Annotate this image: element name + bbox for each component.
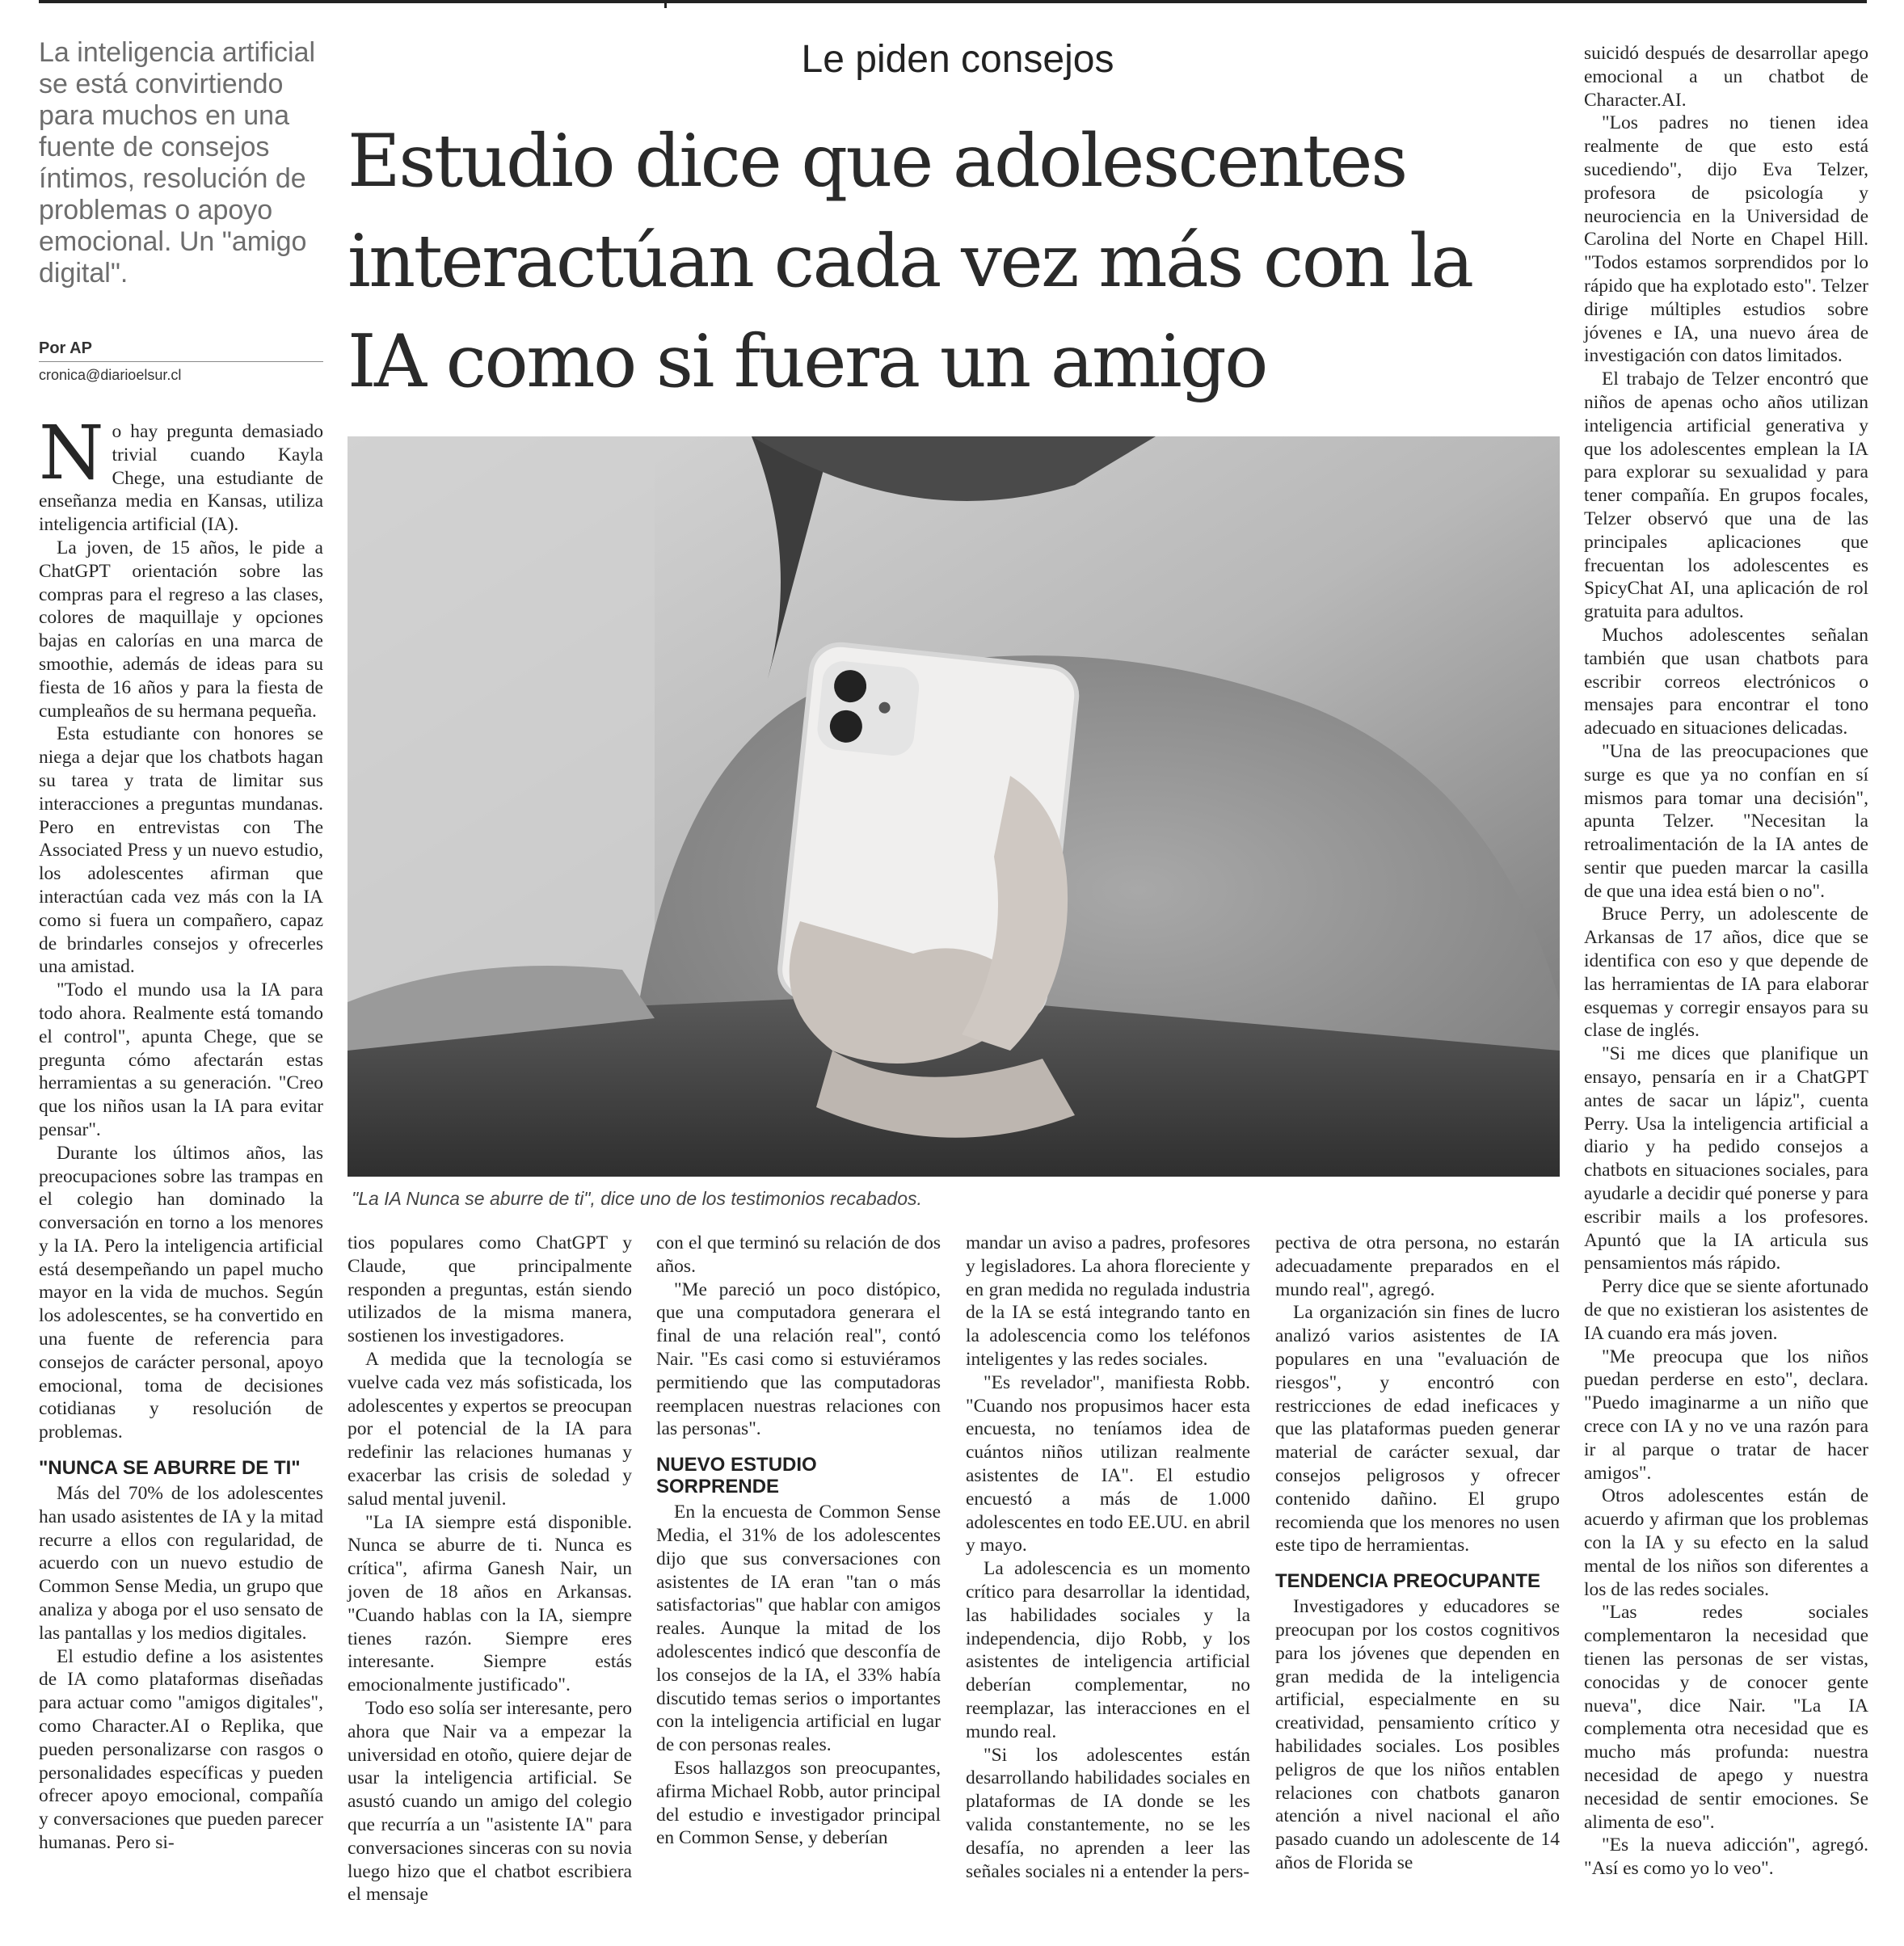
subheading: NUEVO ESTUDIO SORPRENDE bbox=[656, 1454, 817, 1498]
paragraph: La joven, de 15 años, le pide a ChatGPT orientación sobre las compras para el regreso a las clases, colores de maquillaje y opciones bajas en calorías en una marca de smoothie, además de ideas para su fiesta de 16 años y para la fiesta de cumpleaños de su hermana pequeña. bbox=[39, 537, 323, 722]
byline bbox=[39, 339, 323, 384]
paragraph: mandar un aviso a padres, profesores y legisladores. La ahora floreciente y en gran medida no regulada industria de la IA se está integrando tanto en la adolescencia como los teléfonos inteligentes y las redes sociales. bbox=[966, 1232, 1250, 1370]
paragraph: El estudio define a los asistentes de IA como plataformas diseñadas para actuar como "amigos digitales", como Character.AI o Replika, que pueden personalizarse con rasgos o personalidades específicas y pueden ofrecer apoyo emocional, compañía y conversaciones que pueden parecer humanas. Pero si- bbox=[39, 1645, 323, 1854]
paragraph: Todo eso solía ser interesante, pero ahora que Nair va a empezar la universidad en otoño, quiere dejar de usar la inteligencia artificial. Se asustó cuando un amigo del colegio que recurría a un "asistente IA" para conversaciones sinceras con su novia luego hizo que el chatbot escribiera el mensaje bbox=[348, 1697, 632, 1906]
article-column-4 bbox=[966, 1232, 1250, 1883]
paragraph: No hay pregunta demasiado trivial cuando Kayla Chege, una estudiante de enseñanza media en Kansas, utiliza inteligencia artificial (IA). bbox=[39, 410, 323, 536]
drop-cap: N bbox=[39, 410, 104, 496]
paragraph: "Las redes sociales complementaron la necesidad que tienen las personas de ser vistas, conocidas y de conocer gente nueva", dice Nair. "La IA complementa otra necesidad que es mucho más profunda: nuestra necesidad de apego y nuestra necesidad de sentir emociones. Se alimenta de eso". bbox=[1584, 1602, 1868, 1833]
paragraph: Esta estudiante con honores se niega a dejar que los chatbots hagan su tarea y trata de limitar sus interacciones a preguntas mundanas. Pero en entrevistas con The Associated Press y un nuevo estudio, los adolescentes afirman que interactúan cada vez más con la IA como si fuera un compañero, capaz de brindarles consejos y ofrecerles una amistad. bbox=[39, 723, 323, 978]
paragraph: Durante los últimos años, las preocupaciones sobre las trampas en el colegio han dominado la conversación en torno a los menores y la IA. Pero la inteligencia artificial está desempeñando un papel mucho mayor en la vida de muchos. Según los adolescentes, se ha convertido en una fuente de referencia para consejos de carácter personal, apoyo emocional, toma de decisiones cotidianas y resolución de problemas. bbox=[39, 1142, 323, 1443]
paragraph: suicidó después de desarrollar apego emocional a un chatbot de Character.AI. bbox=[1584, 43, 1868, 111]
paragraph: "Si me dices que planifique un ensayo, pensaría en ir a ChatGPT antes de sacar un lápiz", cuenta Perry. Usa la inteligencia artificial a diario y ha pedido consejos a chatbots en situaciones sociales, para ayudarle a decidir qué ponerse y para escribir mails a los profesores. Apuntó que la IA articula sus pensamientos más rápido. bbox=[1584, 1043, 1868, 1274]
paragraph: "Todo el mundo usa la IA para todo ahora. Realmente está tomando el control", apunta Chege, que se pregunta cómo afectarán estas herramientas a su generación. "Creo que los niños usan la IA para evitar pensar". bbox=[39, 979, 323, 1140]
subheading: "NUNCA SE ABURRE DE TI" bbox=[39, 1457, 301, 1480]
paragraph: "Me preocupa que los niños puedan perderse en esto", declara. "Puedo imaginarme a un niño que crece con IA y no ve una razón para ir al parque o tratar de hacer amigos". bbox=[1584, 1346, 1868, 1484]
paragraph: Otros adolescentes están de acuerdo y afirman que los problemas con la IA y su efecto en la salud mental de los niños son diferentes a los de las redes sociales. bbox=[1584, 1485, 1868, 1600]
paragraph: "Una de las preocupaciones que surge es que ya no confían en sí mismos para tomar una decisión", apunta Telzer. "Necesitan la retroalimentación de la IA antes de sentir que pueden marcar la casilla de que una idea está bien o no". bbox=[1584, 740, 1868, 902]
top-rule bbox=[39, 0, 1867, 3]
paragraph: "Me pareció un poco distópico, que una computadora generara el final de una relación real", contó Nair. "Es casi como si estuviéramos permitiendo que las computadoras reemplacen nuestras relaciones con las personas". bbox=[656, 1278, 941, 1440]
paragraph: La adolescencia es un momento crítico para desarrollar la identidad, las habilidades sociales y la independencia, dijo Robb, y los asistentes de inteligencia artificial deberían complementar, no reemplazar, las interacciones en el mundo real. bbox=[966, 1558, 1250, 1742]
paragraph: En la encuesta de Common Sense Media, el 31% de los adolescentes dijo que sus conversaciones con asistentes de IA eran "tan o más satisfactorias" que hablar con amigos reales. Aunque la mitad de los adolescentes indicó que desconfía de los consejos de la IA, el 33% había discutido temas serios o importantes con la inteligencia artificial en lugar de con personas reales. bbox=[656, 1502, 941, 1756]
paragraph: Muchos adolescentes señalan también que usan chatbots para escribir correos electrónicos o mensajes para encontrar el tono adecuado en situaciones delicadas. bbox=[1584, 624, 1868, 739]
paragraph: "Es la nueva adicción", agregó. "Así es como yo lo veo". bbox=[1584, 1834, 1868, 1880]
paragraph: Perry dice que se siente afortunado de que no existieran los asistentes de IA cuando era más joven. bbox=[1584, 1276, 1868, 1344]
headline: Estudio dice que adolescentes interactúan cada vez más con la IA como si fuera un amigo bbox=[348, 119, 1472, 404]
article-column-5 bbox=[1275, 1232, 1560, 1875]
byline-author: Por AP bbox=[39, 339, 323, 362]
article-column-2 bbox=[348, 1232, 632, 1906]
byline-email: cronica@diarioelsur.cl bbox=[39, 367, 182, 383]
teen-holding-phone-image bbox=[348, 436, 1560, 1177]
top-rule-tick bbox=[664, 0, 667, 8]
paragraph: Investigadores y educadores se preocupan por los costos cognitivos para los jóvenes que dependen en gran medida de la inteligencia artificial, especialmente en su creatividad, pensamiento crítico y habilidades sociales. Los posibles peligros de que los niños entablen relaciones con chatbots ganaron atención a nivel nacional el año pasado cuando un adolescente de 14 años de Florida se bbox=[1275, 1596, 1560, 1873]
article-column-1 bbox=[39, 410, 323, 1855]
paragraph: "Los padres no tienen idea realmente de que esto está sucediendo", dijo Eva Telzer, profesora de psicología y neurociencia en la Universidad de Carolina del Norte en Chapel Hill. "Todos estamos sorprendidos por lo rápido que ha explotado esto". Telzer dirige múltiples estudios sobre jóvenes e IA, una nuevo área de investigación con datos limitados. bbox=[1584, 112, 1868, 367]
paragraph: con el que terminó su relación de dos años. bbox=[656, 1232, 941, 1277]
paragraph: Bruce Perry, un adolescente de Arkansas de 17 años, dice que se identifica con eso y que depende de las herramientas de IA para elaborar esquemas y corregir ensayos para su clase de inglés. bbox=[1584, 904, 1868, 1042]
subheading: TENDENCIA PREOCUPANTE bbox=[1275, 1570, 1541, 1593]
paragraph: pectiva de otra persona, no estarán adecuadamente preparados en el mundo real", agregó. bbox=[1275, 1232, 1560, 1300]
lead-paragraph: La inteligencia artificial se está convirtiendo para muchos en una fuente de consejos íntimos, resolución de problemas o apoyo emocional. Un "amigo digital". bbox=[39, 37, 316, 289]
article-column-6 bbox=[1584, 42, 1868, 1881]
paragraph: "Si los adolescentes están desarrollando habilidades sociales en plataformas de IA donde se les valida constantemente, no se les desafía, no aprenden a leer las señales sociales ni a entender la pers- bbox=[966, 1744, 1250, 1882]
paragraph: "La IA siempre está disponible. Nunca se aburre de ti. Nunca es crítica", afirma Ganesh Nair, un joven de 18 años en Arkansas. "Cuando hablas con la IA, siempre tienes razón. Siempre eres interesante. Siempre estás emocionalmente justificado". bbox=[348, 1511, 632, 1696]
paragraph: tios populares como ChatGPT y Claude, que principalmente responden a preguntas, están siendo utilizados de la misma manera, sostienen los investigadores. bbox=[348, 1232, 632, 1347]
paragraph: Esos hallazgos son preocupantes, afirma Michael Robb, autor principal del estudio e investigador principal en Common Sense, y deberían bbox=[656, 1757, 941, 1849]
paragraph: La organización sin fines de lucro analizó varios asistentes de IA populares en una "evaluación de riesgos", y encontró con restricciones de edad ineficaces y que las plataformas pueden generar material de carácter sexual, dar consejos peligrosos y ofrecer contenido dañino. El grupo recomienda que los menores no usen este tipo de herramientas. bbox=[1275, 1302, 1560, 1556]
paragraph: Más del 70% de los adolescentes han usado asistentes de IA y la mitad recurre a ellos con regularidad, de acuerdo con un nuevo estudio de Common Sense Media, un grupo que analiza y aboga por el uso sensato de las pantallas y los medios digitales. bbox=[39, 1483, 323, 1644]
kicker: Le piden consejos bbox=[801, 38, 1114, 81]
paragraph: El trabajo de Telzer encontró que niños de apenas ocho años utilizan inteligencia artificial generativa y que los adolescentes emplean la IA para explorar su sexualidad y para tener compañía. En grupos focales, Telzer observó que una de las principales aplicaciones que frecuentan los adolescentes es SpicyChat AI, una aplicación de rol gratuita para adultos. bbox=[1584, 369, 1868, 623]
paragraph: "Es revelador", manifiesta Robb. "Cuando nos propusimos hacer esta encuesta, no teníamos idea de cuántos niños utilizan realmente asistentes de IA". El estudio encuestó a más de 1.000 adolescentes en todo EE.UU. en abril y mayo. bbox=[966, 1371, 1250, 1556]
paragraph: A medida que la tecnología se vuelve cada vez más sofisticada, los adolescentes y expertos se preocupan por el potencial de la IA para redefinir las relaciones humanas y exacerbar las crisis de soledad y salud mental juvenil. bbox=[348, 1348, 632, 1510]
article-column-3 bbox=[656, 1232, 941, 1850]
article-photo bbox=[348, 436, 1560, 1177]
photo-caption: "La IA Nunca se aburre de ti", dice uno de los testimonios recabados. bbox=[352, 1188, 922, 1209]
